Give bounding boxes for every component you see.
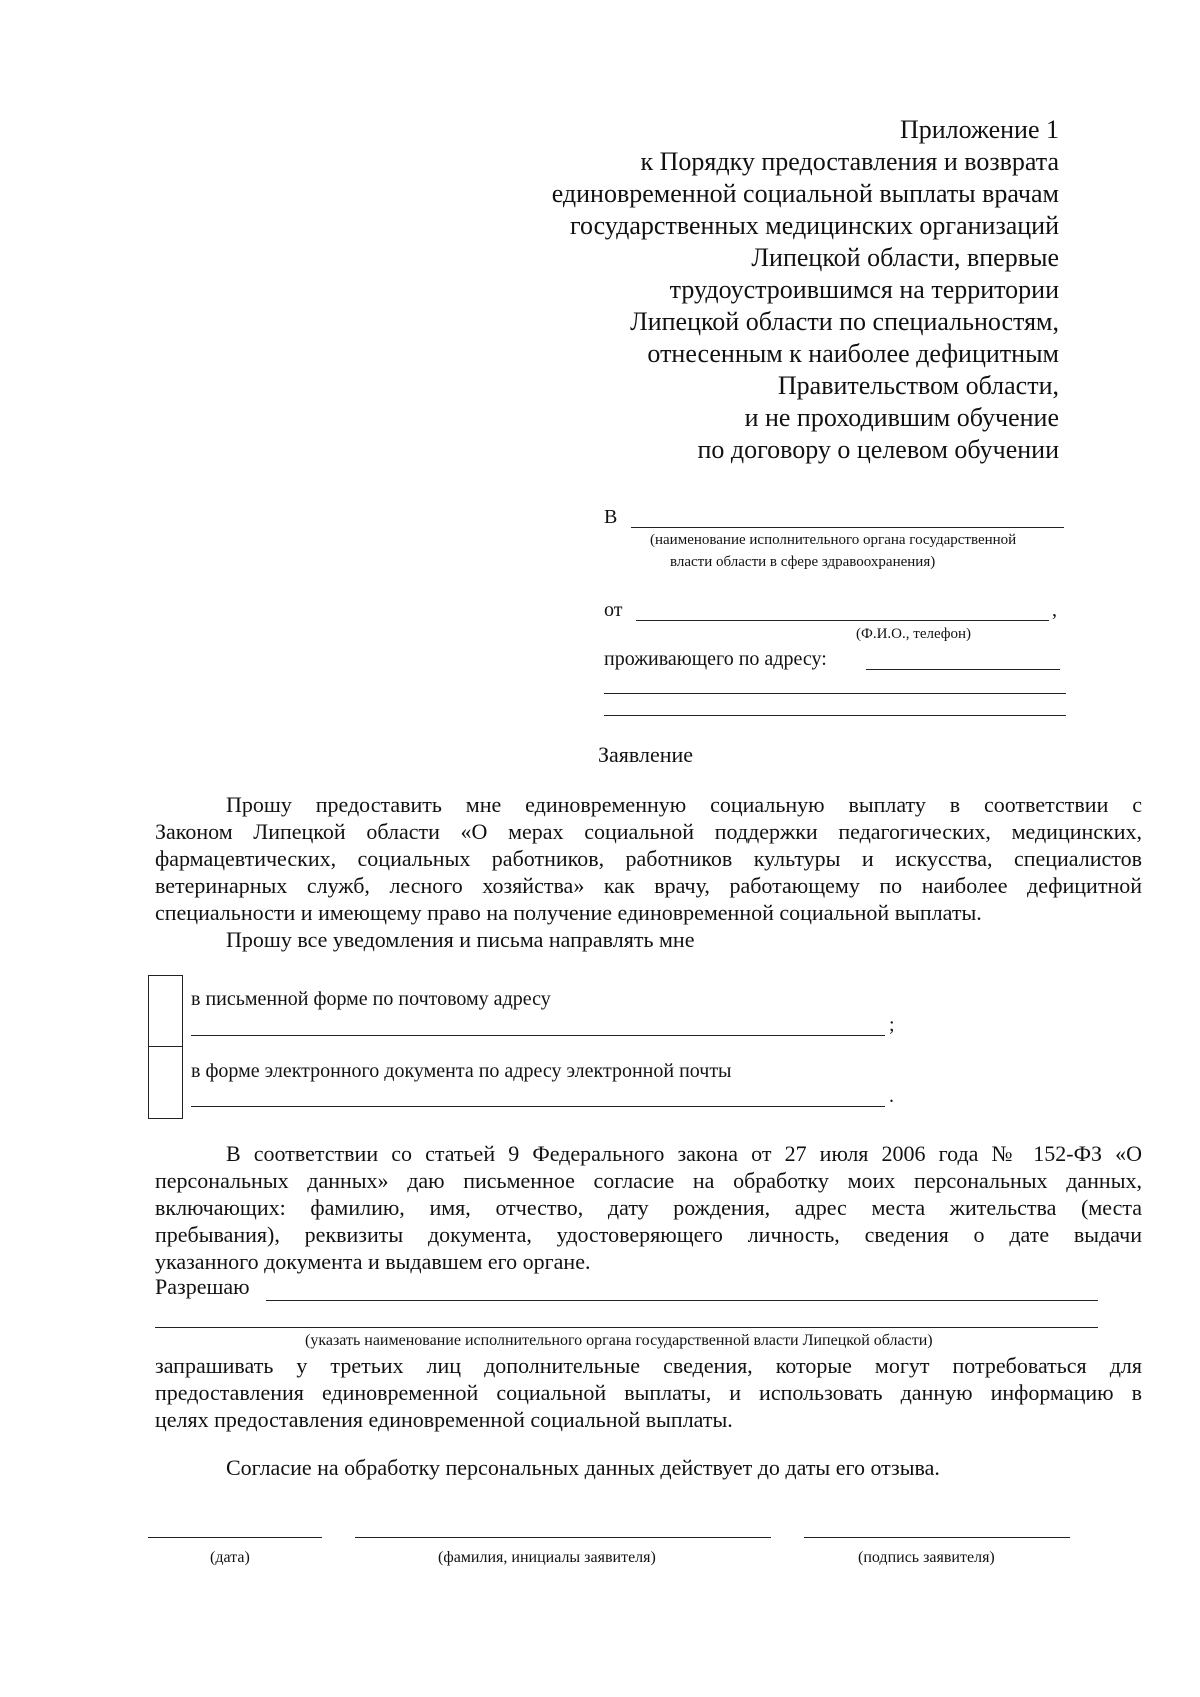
option-postal-line[interactable]	[191, 1035, 885, 1036]
header-line-5: трудоустроившимся на территории	[669, 275, 1059, 304]
option-email-line[interactable]	[191, 1106, 885, 1107]
notify-line: Прошу все уведомления и письма направлять мне	[226, 927, 695, 952]
checkbox-email[interactable]	[148, 1046, 183, 1119]
consent-line-1: персональных данных» даю письменное согласие на обработку моих персональных данных,	[155, 1168, 1142, 1193]
tail-paragraph	[155, 1352, 1142, 1433]
header-line-10: по договору о целевом обучении	[697, 435, 1059, 464]
permit-hint: (указать наименование исполнительного органа государственной власти Липецкой области)	[305, 1332, 933, 1349]
address-blank-line-2[interactable]	[604, 693, 1066, 694]
consent-paragraph	[155, 1140, 1142, 1275]
header-line-7: отнесенным к наиболее дефицитным	[647, 339, 1059, 368]
request-paragraph	[155, 791, 1142, 953]
option-postal-end: ;	[889, 1014, 895, 1036]
option-postal-label: в письменной форме по почтовому адресу	[191, 988, 551, 1010]
to-hint-1: (наименование исполнительного органа государственной	[650, 532, 1017, 548]
checkbox-postal[interactable]	[148, 975, 183, 1047]
header-line-0: Приложение 1	[899, 115, 1059, 144]
name-hint: (фамилия, инициалы заявителя)	[438, 1549, 656, 1566]
signature-hint: (подпись заявителя)	[858, 1549, 995, 1566]
consent-line-4: указанного документа и выдавшем его органе.	[155, 1249, 591, 1274]
request-line-0: Прошу предоставить мне единовременную социальную выплату в соответствии с	[226, 792, 1142, 817]
from-label: от	[604, 599, 623, 621]
consent-line-0: В соответствии со статьей 9 Федерального закона от 27 июля 2006 года № 152-ФЗ «О	[226, 1141, 1142, 1166]
consent-line-3: пребывания), реквизиты документа, удостоверяющего личность, сведения о дате выдачи	[155, 1222, 1142, 1247]
option-email-end: .	[889, 1085, 894, 1107]
from-blank-line[interactable]	[636, 620, 1049, 621]
address-label: проживающего по адресу:	[604, 648, 827, 670]
to-hint-2: власти области в сфере здравоохранения)	[670, 554, 936, 570]
permit-blank-line-1[interactable]	[266, 1300, 1098, 1301]
consent-line-2: включающих: фамилию, имя, отчество, дату рождения, адрес места жительства (места	[155, 1195, 1142, 1220]
date-hint: (дата)	[210, 1549, 250, 1566]
request-line-1: Законом Липецкой области «О мерах социальной поддержки педагогических, медицинских,	[155, 819, 1142, 844]
tail-line-2: целях предоставления единовременной социальной выплаты.	[155, 1407, 733, 1432]
permit-blank-line-2[interactable]	[155, 1327, 1098, 1328]
header-line-3: государственных медицинских организаций	[569, 211, 1059, 240]
header-line-8: Правительством области,	[777, 371, 1059, 400]
to-label: В	[604, 506, 618, 528]
header-line-2: единовременной социальной выплаты врачам	[551, 179, 1059, 208]
validity-line: Согласие на обработку персональных данных действует до даты его отзыва.	[226, 1455, 940, 1480]
address-blank-line-1[interactable]	[866, 669, 1060, 670]
document-title: Заявление	[598, 742, 694, 767]
from-comma: ,	[1052, 599, 1057, 621]
address-blank-line-3[interactable]	[604, 715, 1066, 716]
header-line-9: и не проходившим обучение	[744, 403, 1059, 432]
request-line-4: специальности и имеющему право на получение единовременной социальной выплаты.	[155, 900, 982, 925]
request-line-2: фармацевтических, социальных работников, работников культуры и искусства, специалистов	[155, 846, 1142, 871]
name-line[interactable]	[355, 1537, 771, 1538]
date-line[interactable]	[148, 1537, 322, 1538]
from-hint: (Ф.И.О., телефон)	[856, 626, 972, 642]
option-email-label: в форме электронного документа по адресу электронной почты	[191, 1060, 732, 1082]
header-line-4: Липецкой области, впервые	[751, 243, 1059, 272]
request-line-3: ветеринарных служб, лесного хозяйства» как врачу, работающему по наиболее дефицитной	[155, 873, 1142, 898]
signature-line[interactable]	[804, 1537, 1070, 1538]
header-line-1: к Порядку предоставления и возврата	[640, 147, 1059, 176]
to-blank-line[interactable]	[631, 527, 1064, 528]
permit-label: Разрешаю	[155, 1274, 250, 1299]
tail-line-1: предоставления единовременной социальной выплаты, и использовать данную информацию в	[155, 1380, 1142, 1405]
header-line-6: Липецкой области по специальностям,	[630, 307, 1059, 336]
tail-line-0: запрашивать у третьих лиц дополнительные сведения, которые могут потребоваться для	[155, 1353, 1142, 1378]
